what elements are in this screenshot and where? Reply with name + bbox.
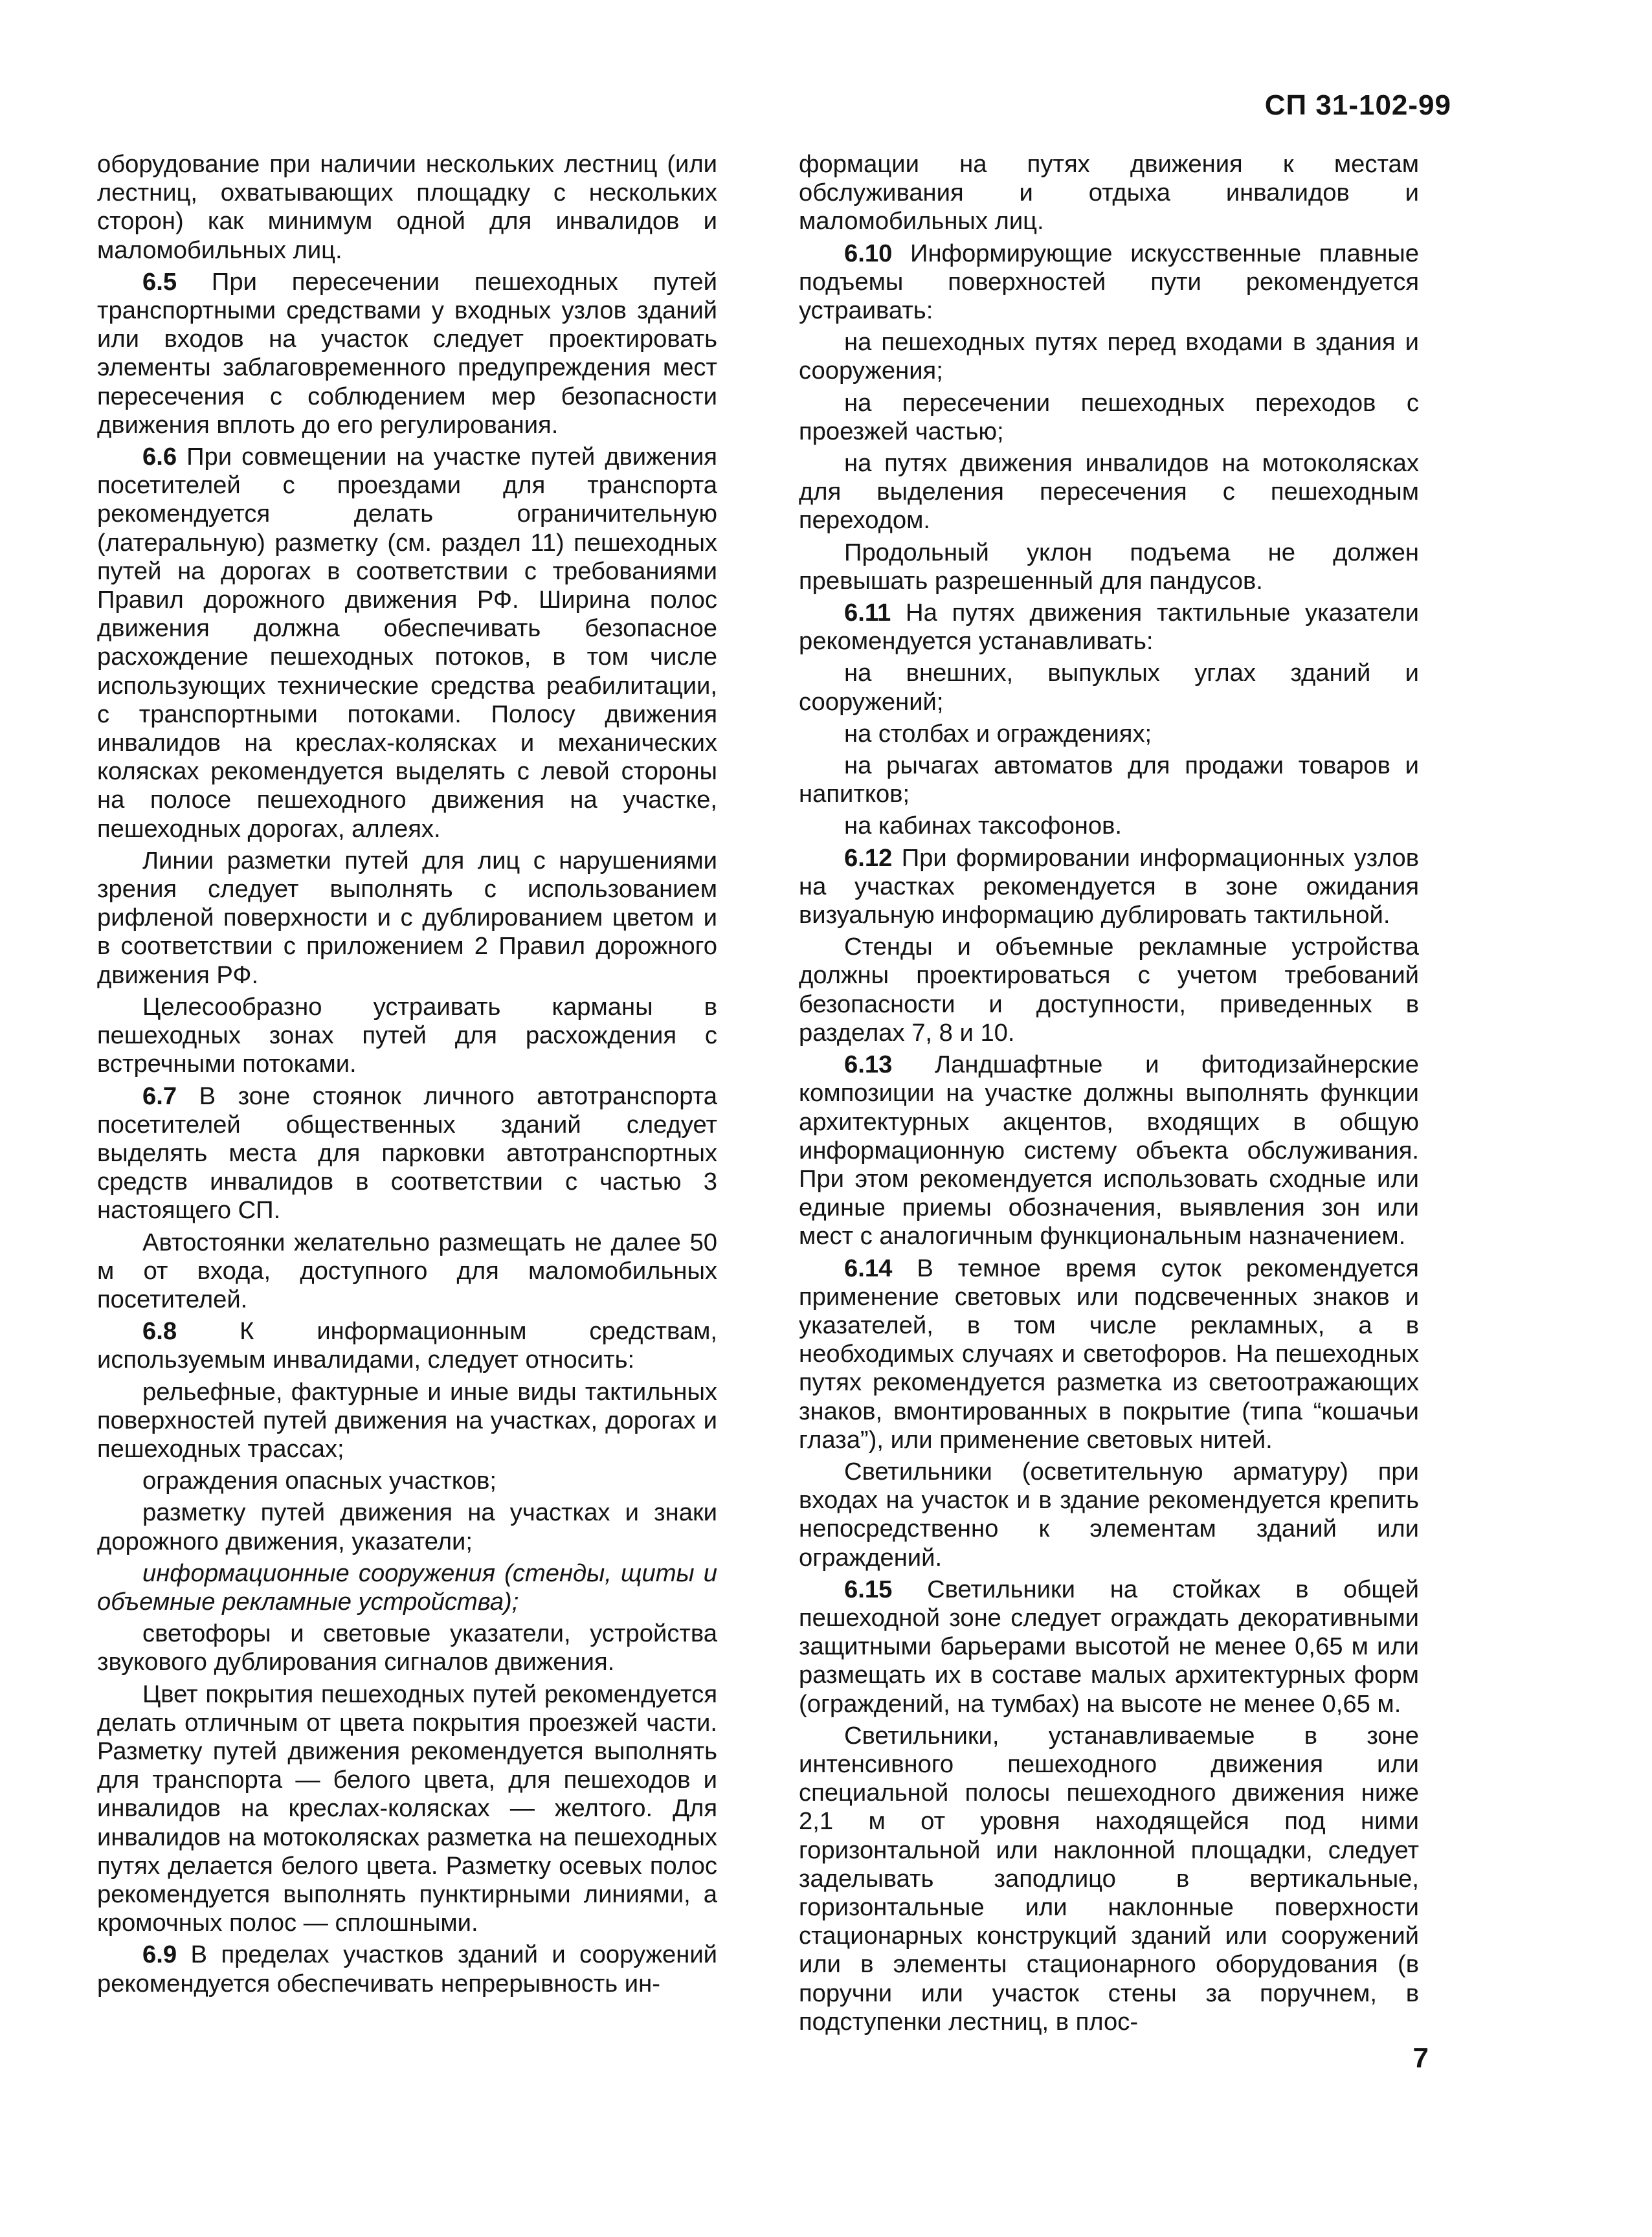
clause-number: 6.13 <box>844 1051 893 1079</box>
document-code-header: СП 31-102-99 <box>1264 89 1451 121</box>
clause-number: 6.5 <box>142 267 177 296</box>
paragraph-6-13: 6.13 Ландшафтные и фитодизайнерские композиции на участке должны выполнять функции архитектурных акцентов, входящих в общую информационную систему объекта обслуживания. При этом рекомендуется использовать сходные или единые приемы обозначения, выявления зон или мест с аналогичным функциональным назначением. <box>799 1051 1419 1251</box>
paragraph: оборудование при наличии нескольких лестниц (или лестниц, охватывающих площадку с нескольких сторон) как минимум одной для инвалидов и маломобильных лиц. <box>97 150 717 264</box>
list-item: разметку путей движения на участках и знаки дорожного движения, указатели; <box>97 1498 717 1555</box>
list-item: на пересечении пешеходных переходов с проезжей частью; <box>799 388 1419 445</box>
clause-number: 6.14 <box>844 1254 893 1282</box>
paragraph: Целесообразно устраивать карманы в пешеходных зонах путей для расхождения с встречными потоками. <box>97 992 717 1078</box>
paragraph-6-11: 6.11 На путях движения тактильные указатели рекомендуется устанавливать: <box>799 599 1419 656</box>
paragraph-6-8: 6.8 К информационным средствам, используемым инвалидами, следует относить: <box>97 1317 717 1374</box>
paragraph: Автостоянки желательно размещать не далее 50 м от входа, доступного для маломобильных посетителей. <box>97 1228 717 1313</box>
paragraph: Продольный уклон подъема не должен превышать разрешенный для пандусов. <box>799 538 1419 595</box>
paragraph-6-9: 6.9 В пределах участков зданий и сооружений рекомендуется обеспечивать непрерывность ин- <box>97 1941 717 1998</box>
list-item: на внешних, выпуклых углах зданий и сооружений; <box>799 659 1419 716</box>
clause-number: 6.8 <box>142 1317 177 1346</box>
clause-number: 6.7 <box>142 1082 177 1110</box>
clause-number: 6.15 <box>844 1575 893 1603</box>
paragraph: Цвет покрытия пешеходных путей рекомендуется делать отличным от цвета покрытия проезжей части. Разметку путей движения рекомендуется выполнять для транспорта — белого цвета, для пешеходов и инвалидов на креслах-колясках — желтого. Для инвалидов на мотоколясках разметка на пешеходных путях делается белого цвета. Разметку осевых полос рекомендуется выполнять пунктирными линиями, а кромочных полос — сплошными. <box>97 1680 717 1937</box>
paragraph-6-7: 6.7 В зоне стоянок личного автотранспорта посетителей общественных зданий следует выделять места для парковки автотранспортных средств инвалидов в соответствии с частью 3 настоящего СП. <box>97 1082 717 1225</box>
list-item: ограждения опасных участков; <box>142 1467 497 1495</box>
paragraph: формации на путях движения к местам обслуживания и отдыха инвалидов и маломобильных лиц. <box>799 150 1419 236</box>
paragraph-6-10: 6.10 Информирующие искусственные плавные подъемы поверхностей пути рекомендуется устраивать: <box>799 239 1419 325</box>
list-item: рельефные, фактурные и иные виды тактильных поверхностей путей движения на участках, дорогах и пешеходных трассах; <box>97 1377 717 1463</box>
clause-number: 6.11 <box>844 599 891 627</box>
right-text-column <box>799 150 1419 2040</box>
paragraph: Линии разметки путей для лиц с нарушениями зрения следует выполнять с использованием рифленой поверхности и с дублированием цветом и в соответствии с приложением 2 Правил дорожного движения РФ. <box>97 846 717 989</box>
list-item: на кабинах таксофонов. <box>844 812 1122 840</box>
page-number: 7 <box>1412 2042 1429 2074</box>
left-text-column <box>97 150 717 2001</box>
clause-number: 6.9 <box>142 1941 177 1969</box>
paragraph-6-6: 6.6 При совмещении на участке путей движения посетителей с проездами для транспорта рекомендуется делать ограничительную (латеральную) разметку (см. раздел 11) пешеходных путей на дорогах в соответствии с требованиями Правил дорожного движения РФ. Ширина полос движения должна обеспечивать безопасное расхождение пешеходных потоков, в том числе использующих технические средства реабилитации, с транспортными потоками. Полосу движения инвалидов на креслах-колясках и механических колясках рекомендуется выделять с левой стороны на полосе пешеходного движения на участке, пешеходных дорогах, аллеях. <box>97 443 717 843</box>
paragraph-6-14: 6.14 В темное время суток рекомендуется применение световых или подсвеченных знаков и указателей, в том числе рекламных, а в необходимых случаях и светофоров. На пешеходных путях рекомендуется разметка из светоотражающих знаков, вмонтированных в покрытие (типа “кошачьи глаза”), или применение световых нитей. <box>799 1254 1419 1454</box>
list-item: на путях движения инвалидов на мотоколясках для выделения пересечения с пешеходным переходом. <box>799 449 1419 535</box>
clause-number: 6.10 <box>844 239 893 267</box>
list-item: на рычагах автоматов для продажи товаров и напитков; <box>799 751 1419 808</box>
list-item: светофоры и световые указатели, устройства звукового дублирования сигналов движения. <box>97 1619 717 1676</box>
list-item: на пешеходных путях перед входами в здания и сооружения; <box>799 328 1419 385</box>
list-item: на столбах и ограждениях; <box>844 719 1152 748</box>
paragraph: Светильники (осветительную арматуру) при входах на участок и в здание рекомендуется крепить непосредственно к элементам зданий или ограждений. <box>799 1457 1419 1572</box>
clause-number: 6.6 <box>142 443 177 471</box>
paragraph: Светильники, устанавливаемые в зоне интенсивного пешеходного движения или специальной полосы пешеходного движения ниже 2,1 м от уровня находящейся под ними горизонтальной или наклонной площадки, следует заделывать заподлицо в вертикальные, горизонтальные или наклонные поверхности стационарных конструкций зданий или сооружений или в элементы стационарного оборудования (в поручни или участок стены за поручнем, в подступенки лестниц, в плос- <box>799 1721 1419 2036</box>
list-item: информационные сооружения (стенды, щиты и объемные рекламные устройства); <box>97 1559 717 1616</box>
paragraph-6-5: 6.5 При пересечении пешеходных путей транспортными средствами у входных узлов зданий или входов на участок следует проектировать элементы заблаговременного предупреждения мест пересечения с соблюдением мер безопасности движения вплоть до его регулирования. <box>97 267 717 439</box>
paragraph: Стенды и объемные рекламные устройства должны проектироваться с учетом требований безопасности и доступности, приведенных в разделах 7, 8 и 10. <box>799 933 1419 1047</box>
paragraph-6-12: 6.12 При формировании информационных узлов на участках рекомендуется в зоне ожидания визуальную информацию дублировать тактильной. <box>799 843 1419 929</box>
clause-number: 6.12 <box>844 843 893 872</box>
paragraph-6-15: 6.15 Светильники на стойках в общей пешеходной зоне следует ограждать декоративными защитными барьерами высотой не менее 0,65 м или размещать их в составе малых архитектурных форм (ограждений, на тумбах) на высоте не менее 0,65 м. <box>799 1575 1419 1718</box>
